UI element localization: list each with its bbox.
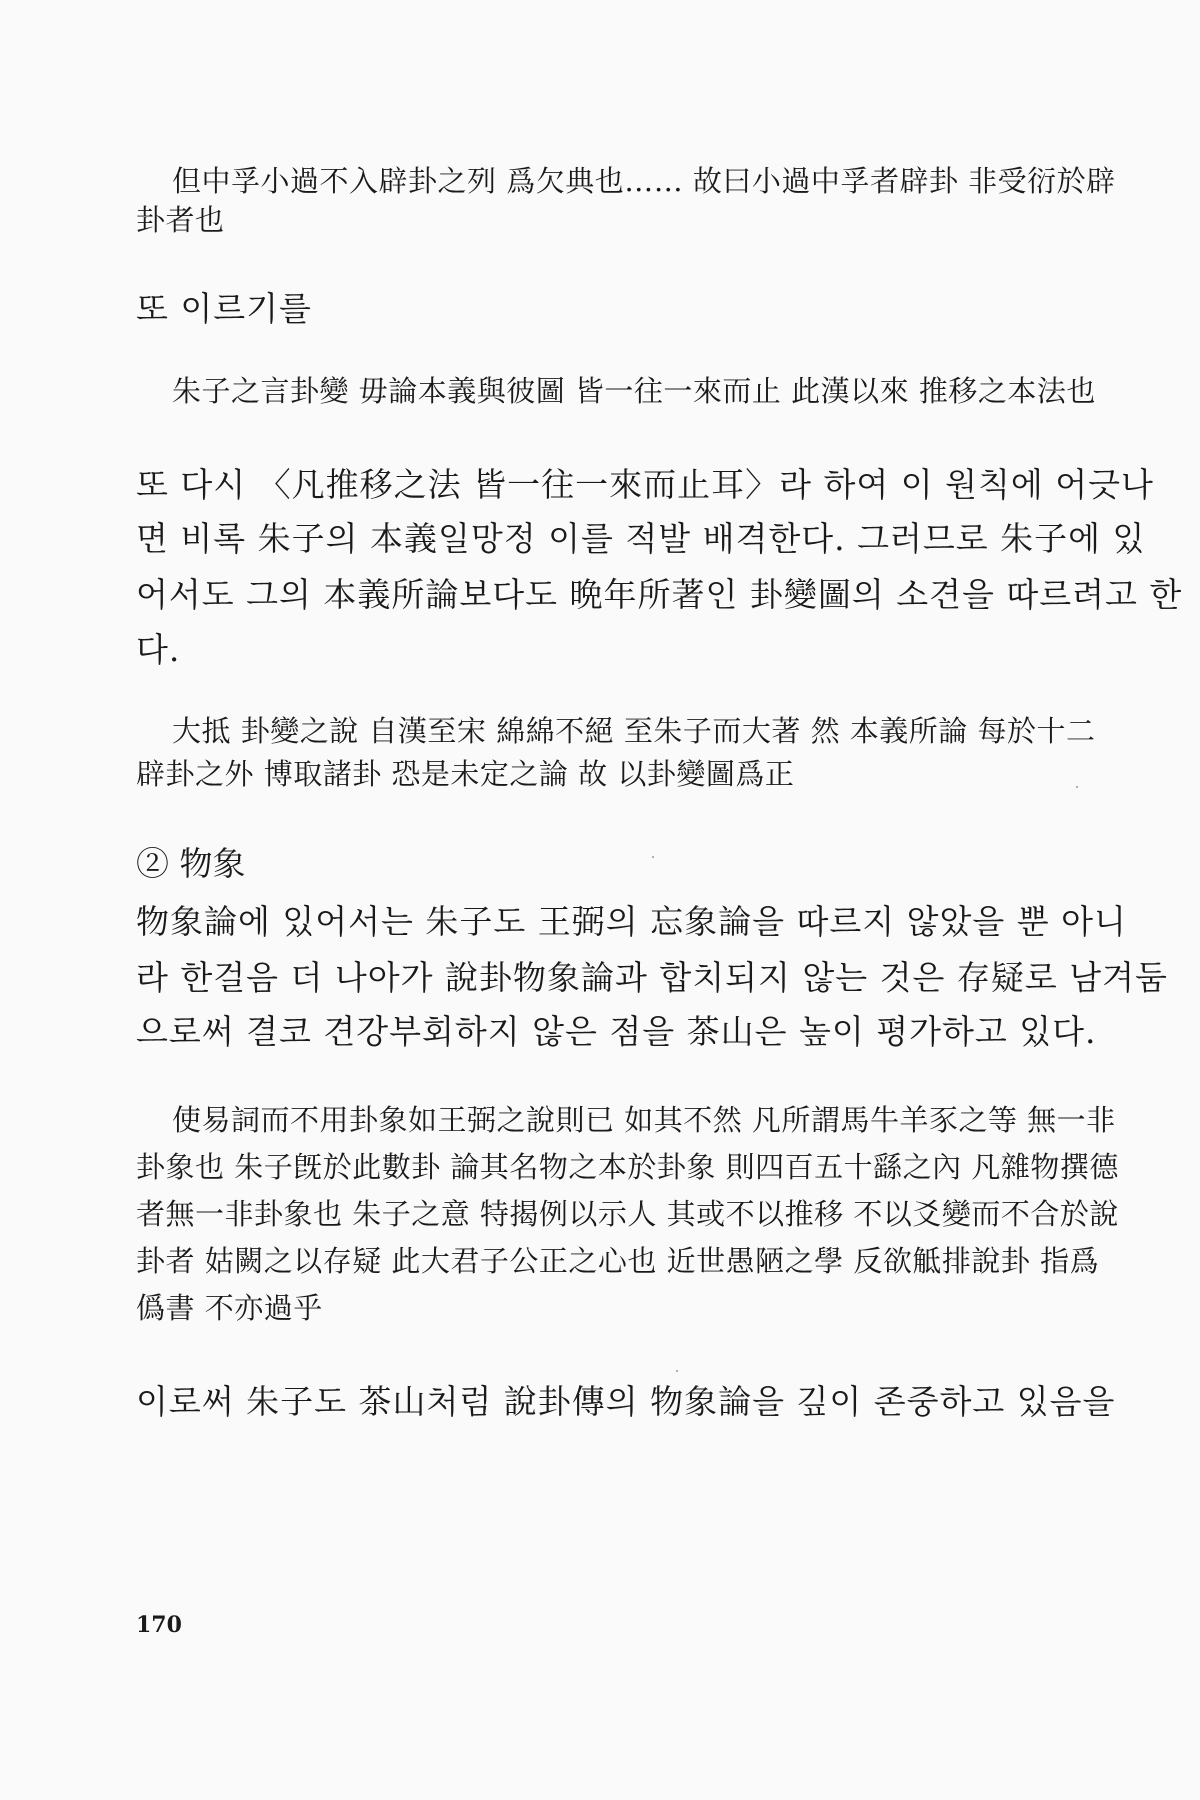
- scan-speck: [652, 856, 654, 858]
- quote-line: 朱子之言卦變 毋論本義與彼圖 皆一往一來而止 此漢以來 推移之本法也: [172, 374, 1096, 408]
- quote-line: 者無一非卦象也 朱子之意 特揭例以示人 其或不以推移 不以爻變而不合於說: [136, 1197, 1119, 1231]
- quote-line: 卦者也: [136, 203, 225, 237]
- body-line: 또 이르기를: [136, 289, 312, 328]
- body-line: 이로써 朱子도 茶山처럼 說卦傳의 物象論을 깊이 존중하고 있음을: [136, 1382, 1116, 1421]
- body-line: 다.: [136, 630, 181, 669]
- body-line: 또 다시 〈凡推移之法 皆一往一來而止耳〉라 하여 이 원칙에 어긋나: [136, 465, 1154, 504]
- scan-speck: [676, 1370, 678, 1372]
- quote-line: 卦者 姑闕之以存疑 此大君子公正之心也 近世愚陋之學 反欲觝排說卦 指爲: [136, 1244, 1100, 1278]
- quote-line: 但中孚小過不入辟卦之列 爲欠典也…… 故曰小過中孚者辟卦 非受衍於辟: [172, 164, 1116, 198]
- body-line: 어서도 그의 本義所論보다도 晩年所著인 卦變圖의 소견을 따르려고 한: [136, 575, 1183, 614]
- quote-line: 僞書 不亦過乎: [136, 1291, 323, 1325]
- quote-line: 使易詞而不用卦象如王弼之說則已 如其不然 凡所謂馬牛羊豕之等 無一非: [172, 1103, 1116, 1137]
- scan-speck: [1076, 786, 1078, 788]
- body-line: 라 한걸음 더 나아가 說卦物象論과 합치되지 않는 것은 存疑로 남겨둠: [136, 958, 1168, 997]
- page-number: 170: [136, 1612, 182, 1638]
- quote-line: 卦象也 朱子旣於此數卦 論其名物之本於卦象 則四百五十繇之內 凡雜物撰德: [136, 1150, 1119, 1184]
- body-line: 으로써 결코 견강부회하지 않은 점을 茶山은 높이 평가하고 있다.: [136, 1012, 1097, 1051]
- body-line: 면 비록 朱子의 本義일망정 이를 적발 배격한다. 그러므로 朱子에 있: [136, 519, 1146, 558]
- quote-line: 辟卦之外 博取諸卦 恐是未定之論 故 以卦變圖爲正: [136, 757, 795, 791]
- section-heading: ② 物象: [136, 844, 246, 883]
- body-line: 物象論에 있어서는 朱子도 王弼의 忘象論을 따르지 않았을 뿐 아니: [136, 902, 1127, 941]
- quote-line: 大抵 卦變之說 自漢至宋 綿綿不絕 至朱子而大著 然 本義所論 每於十二: [172, 714, 1096, 748]
